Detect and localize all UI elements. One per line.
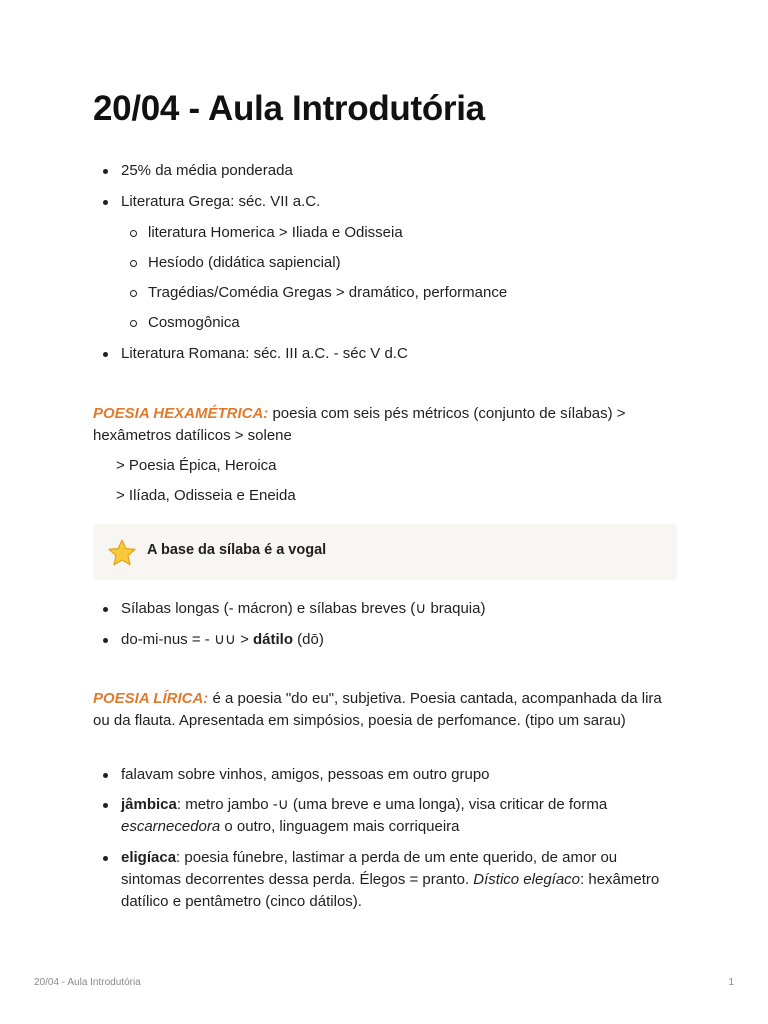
eligiaca-post: : hexâmetro datílico e pentâmetro (cinco dátilos). xyxy=(121,871,660,910)
dactyl-formula: do-mi-nus = - ∪∪ > xyxy=(121,631,253,648)
hexametrica-label: POESIA HEXAMÉTRICA: xyxy=(93,405,269,422)
eligiaca-text: : poesia fúnebre, lastimar a perda de um ente querido, de amor ou sintomas decorrentes dessa perda. Élegos = pranto. xyxy=(121,849,618,888)
sub-list-item: literatura Homerica > Iliada e Odisseia xyxy=(93,222,677,244)
jambica-post: o outro, linguagem mais corriqueira xyxy=(220,818,460,835)
list-item: 25% da média ponderada xyxy=(93,160,677,182)
hexametrica-line-works: > Ilíada, Odisseia e Eneida xyxy=(116,487,296,504)
eligiaca-term: eligíaca xyxy=(121,849,177,866)
star-icon xyxy=(107,538,137,568)
lirica-text: é a poesia "do eu", subjetiva. Poesia cantada, acompanhada da lira ou da flauta. Apresentada em simpósios, poesia de perfomance. (tipo um sarau) xyxy=(93,690,662,729)
dactyl-example: (dō) xyxy=(293,631,324,648)
sub-list-item: Tragédias/Comédia Gregas > dramático, performance xyxy=(93,282,677,304)
hexametrica-paragraph xyxy=(93,403,677,447)
lirica-list xyxy=(93,764,677,913)
list-item xyxy=(93,794,677,838)
dactyl-term: dátilo xyxy=(253,631,293,648)
list-item: Literatura Romana: séc. III a.C. - séc V d.C xyxy=(93,343,677,365)
page-title: 20/04 - Aula Introdutória xyxy=(93,89,485,128)
lirica-paragraph xyxy=(93,688,677,732)
list-item: falavam sobre vinhos, amigos, pessoas em outro grupo xyxy=(93,764,677,786)
jambica-text: : metro jambo -∪ (uma breve e uma longa), visa criticar de forma xyxy=(176,796,608,813)
list-item xyxy=(93,847,677,913)
jambica-term: jâmbica xyxy=(121,796,177,813)
eligiaca-italic: Dístico elegíaco xyxy=(473,871,581,888)
footer-title: 20/04 - Aula Introdutória xyxy=(34,977,141,988)
list-item: Literatura Grega: séc. VII a.C. xyxy=(93,191,677,213)
lirica-label: POESIA LÍRICA: xyxy=(93,690,209,707)
syllables-list xyxy=(93,598,677,651)
list-item: Sílabas longas (- mácron) e sílabas breves (∪ braquia) xyxy=(93,598,677,620)
hexametrica-text: poesia com seis pés métricos (conjunto de sílabas) > hexâmetros datílicos > solene xyxy=(93,405,626,444)
intro-list xyxy=(93,160,677,365)
callout-box xyxy=(93,524,677,580)
sub-list-item: Hesíodo (didática sapiencial) xyxy=(93,252,677,274)
sub-list-item: Cosmogônica xyxy=(93,312,677,334)
footer-page-number: 1 xyxy=(728,977,734,988)
callout-text: A base da sílaba é a vogal xyxy=(147,542,327,558)
jambica-italic: escarnecedora xyxy=(121,818,221,835)
list-item xyxy=(93,629,677,651)
hexametrica-line-epic: > Poesia Épica, Heroica xyxy=(116,457,277,474)
